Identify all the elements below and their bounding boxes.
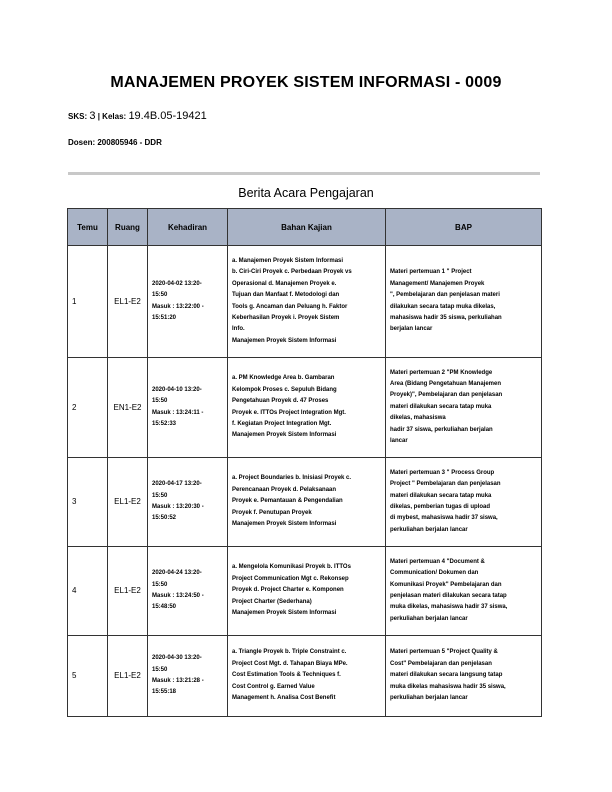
cell-bahan-kajian-line: Tujuan dan Manfaat f. Metodologi dan: [232, 292, 340, 299]
cell-kehadiran-line: Masuk : 13:24:50 -: [152, 593, 204, 599]
cell-bap-line: berjalan lancar: [390, 326, 433, 333]
cell-bahan-kajian-line: b. Ciri-Ciri Proyek c. Perbedaan Proyek vs: [232, 269, 352, 276]
table-row: [68, 547, 542, 636]
cell-bap-line: ", Pembelajaran dan penjelasan materi: [390, 292, 500, 299]
cell-bahan-kajian-line: Info.: [232, 326, 245, 333]
cell-bap-line: Communication/ Dokumen dan: [390, 570, 479, 577]
cell-bap-line: Materi pertemuan 2 "PM Knowledge: [390, 369, 493, 376]
cell-bahan-kajian-line: Operasional d. Manajemen Proyek e.: [232, 280, 337, 287]
cell-bap-line: Cost" Pembelajaran dan penjelasan: [390, 660, 492, 667]
cell-bap: [386, 636, 542, 717]
sks-value: 3: [89, 110, 96, 122]
cell-kehadiran-line: 15:50: [152, 666, 168, 673]
cell-bahan-kajian: [228, 458, 386, 547]
cell-kehadiran-line: Masuk : 13:21:28 -: [152, 678, 204, 684]
cell-bahan-kajian: [228, 636, 386, 717]
cell-bahan-kajian-line: Manajemen Proyek Sistem Informasi: [232, 521, 337, 528]
cell-bahan-kajian-line: Manajemen Proyek Sistem Informasi: [232, 337, 337, 344]
cell-bahan-kajian-line: Keberhasilan Proyek i. Proyek Sistem: [232, 314, 340, 321]
cell-bahan-kajian-line: Kelompok Proses c. Sepuluh Bidang: [232, 386, 337, 393]
column-header-kehadiran: Kehadiran: [148, 209, 228, 246]
cell-bahan-kajian-line: a. Triangle Proyek b. Triple Constraint c.: [232, 649, 347, 656]
cell-kehadiran: [148, 246, 228, 358]
lecturer-info: [68, 138, 162, 147]
cell-bahan-kajian: [228, 547, 386, 636]
cell-bap-line: di mybest, mahasiswa hadir 37 siswa,: [390, 515, 498, 522]
cell-bap-line: muka dikelas, mahasiswa hadir 37 siswa,: [390, 604, 508, 611]
cell-kehadiran-line: 2020-04-30 13:20-: [152, 655, 202, 662]
column-header-ruang: Ruang: [108, 209, 148, 246]
cell-kehadiran-line: 15:55:18: [152, 689, 177, 696]
cell-bahan-kajian-line: Manajemen Proyek Sistem Informasi: [232, 610, 337, 617]
cell-ruang: EN1-E2: [108, 358, 148, 458]
cell-bahan-kajian-line: Project Cost Mgt. d. Tahapan Biaya MPe.: [232, 660, 348, 667]
cell-bap-line: materi dilakukan secara tatap muka: [390, 403, 492, 410]
cell-bap-line: Project " Pembelajaran dan penjelasan: [390, 481, 501, 488]
cell-bap-line: penjelasan materi dilakukan secara tatap: [390, 593, 507, 599]
cell-bahan-kajian-line: a. Project Boundaries b. Inisiasi Proyek c.: [232, 475, 352, 482]
cell-bap-line: Proyek)", Pembelajaran dan penjelasan: [390, 392, 503, 399]
table-header-row: [68, 209, 542, 246]
column-header-bahan-kajian: Bahan Kajian: [228, 209, 386, 246]
cell-bahan-kajian-line: Perencanaan Proyek d. Pelaksanaan: [232, 486, 337, 493]
cell-bap-line: perkuliahan berjalan lancar: [390, 695, 468, 702]
cell-bahan-kajian-line: a. PM Knowledge Area b. Gambaran: [232, 375, 335, 382]
cell-bahan-kajian-line: Proyek e. ITTOs Project Integration Mgt.: [232, 409, 346, 416]
table-row: [68, 636, 542, 717]
section-title: Berita Acara Pengajaran: [238, 186, 374, 200]
cell-kehadiran: [148, 358, 228, 458]
cell-bap-line: materi dilakukan secara tatap muka: [390, 492, 492, 499]
cell-ruang: EL1-E2: [108, 458, 148, 547]
cell-kehadiran-line: 15:50:52: [152, 515, 177, 522]
cell-bap-line: Materi pertemuan 5 "Project Quality &: [390, 649, 498, 656]
page-title: MANAJEMEN PROYEK SISTEM INFORMASI - 0009: [110, 74, 502, 91]
dosen-label: Dosen:: [68, 138, 96, 147]
cell-bap-line: Management/ Manajemen Proyek: [390, 280, 485, 287]
cell-kehadiran-line: 15:50: [152, 581, 168, 588]
cell-bap-line: Materi pertemuan 1 " Project: [390, 269, 472, 276]
cell-bahan-kajian-line: a. Mengelola Komunikasi Proyek b. ITTOs: [232, 564, 351, 571]
cell-bap-line: dikelas, pemberian tugas di upload: [390, 504, 491, 510]
class-info: [68, 110, 207, 122]
cell-bap-line: Area (Bidang Pengetahuan Manajemen: [390, 380, 502, 387]
cell-kehadiran-line: 15:51:20: [152, 314, 177, 321]
cell-bap-line: lancar: [390, 438, 408, 445]
cell-bahan-kajian-line: Tools g. Ancaman dan Peluang h. Faktor: [232, 303, 348, 310]
cell-kehadiran-line: 15:52:33: [152, 420, 177, 427]
cell-bap: [386, 547, 542, 636]
cell-bap-line: muka dikelas mahasiswa hadir 35 siswa,: [390, 683, 506, 690]
table-row: [68, 358, 542, 458]
cell-kehadiran: [148, 547, 228, 636]
cell-temu: 1: [68, 246, 108, 358]
cell-bahan-kajian-line: Proyek d. Project Charter e. Komponen: [232, 587, 344, 594]
cell-bahan-kajian: [228, 246, 386, 358]
cell-bap: [386, 358, 542, 458]
cell-bahan-kajian-line: Manajemen Proyek Sistem Informasi: [232, 432, 337, 439]
cell-kehadiran: [148, 458, 228, 547]
cell-kehadiran-line: 15:50: [152, 292, 168, 299]
cell-kehadiran-line: 2020-04-10 13:20-: [152, 386, 202, 393]
cell-kehadiran-line: Masuk : 13:22:00 -: [152, 303, 204, 310]
column-header-bap: BAP: [386, 209, 542, 246]
cell-kehadiran: [148, 636, 228, 717]
cell-temu: 2: [68, 358, 108, 458]
cell-bap-line: dilakukan secara tatap muka dikelas,: [390, 303, 496, 310]
table-row: [68, 458, 542, 547]
cell-kehadiran-line: 2020-04-02 13:20-: [152, 280, 202, 287]
cell-bap-line: perkuliahan berjalan lancar: [390, 526, 468, 533]
cell-bap-line: hadir 37 siswa, perkuliahan berjalan: [390, 426, 493, 433]
kelas-label: | Kelas:: [97, 112, 127, 121]
cell-bahan-kajian-line: Proyek e. Pemantauan & Pengendalian: [232, 498, 343, 505]
cell-kehadiran-line: 15:50: [152, 398, 168, 405]
cell-bahan-kajian-line: Project Charter (Sederhana): [232, 598, 312, 605]
cell-bap-line: dikelas, mahasiswa: [390, 415, 446, 422]
dosen-value: 200805946 - DDR: [97, 138, 162, 147]
cell-kehadiran-line: Masuk : 13:24:11 -: [152, 409, 204, 416]
cell-bahan-kajian-line: f. Kegiatan Project Integration Mgt.: [232, 420, 332, 427]
cell-bap-line: perkuliahan berjalan lancar: [390, 615, 468, 622]
divider: [68, 172, 540, 175]
cell-bahan-kajian-line: Cost Control g. Earned Value: [232, 683, 315, 690]
cell-bap-line: Materi pertemuan 3 " Process Group: [390, 469, 495, 476]
cell-bap-line: Komunikasi Proyek" Pembelajaran dan: [390, 581, 502, 588]
table-row: [68, 246, 542, 358]
cell-bap-line: Materi pertemuan 4 "Document &: [390, 558, 485, 565]
cell-bap: [386, 246, 542, 358]
cell-kehadiran-line: 2020-04-24 13:20-: [152, 570, 202, 577]
teaching-record-table: [67, 208, 542, 717]
cell-kehadiran-line: Masuk : 13:20:30 -: [152, 504, 204, 510]
cell-bahan-kajian-line: Proyek f. Penutupan Proyek: [232, 509, 312, 516]
cell-bahan-kajian-line: Management h. Analisa Cost Benefit: [232, 695, 336, 702]
cell-bap-line: materi dilakukan secara langsung tatap: [390, 672, 503, 679]
cell-ruang: EL1-E2: [108, 547, 148, 636]
cell-bahan-kajian-line: a. Manajemen Proyek Sistem Informasi: [232, 257, 344, 264]
cell-kehadiran-line: 15:50: [152, 492, 168, 499]
column-header-temu: Temu: [68, 209, 108, 246]
cell-bap-line: mahasiswa hadir 35 siswa, perkuliahan: [390, 314, 502, 321]
cell-bahan-kajian: [228, 358, 386, 458]
cell-temu: 3: [68, 458, 108, 547]
cell-bap: [386, 458, 542, 547]
cell-bahan-kajian-line: Cost Estimation Tools & Techniques f.: [232, 672, 341, 679]
sks-label: SKS:: [68, 112, 88, 121]
cell-kehadiran-line: 2020-04-17 13:20-: [152, 481, 202, 488]
cell-temu: 5: [68, 636, 108, 717]
cell-bahan-kajian-line: Project Communication Mgt c. Rekonsep: [232, 575, 349, 582]
cell-ruang: EL1-E2: [108, 246, 148, 358]
cell-bahan-kajian-line: Pengetahuan Proyek d. 47 Proses: [232, 398, 329, 405]
cell-kehadiran-line: 15:48:50: [152, 604, 177, 611]
cell-ruang: EL1-E2: [108, 636, 148, 717]
kelas-value: 19.4B.05-19421: [128, 110, 207, 122]
cell-temu: 4: [68, 547, 108, 636]
